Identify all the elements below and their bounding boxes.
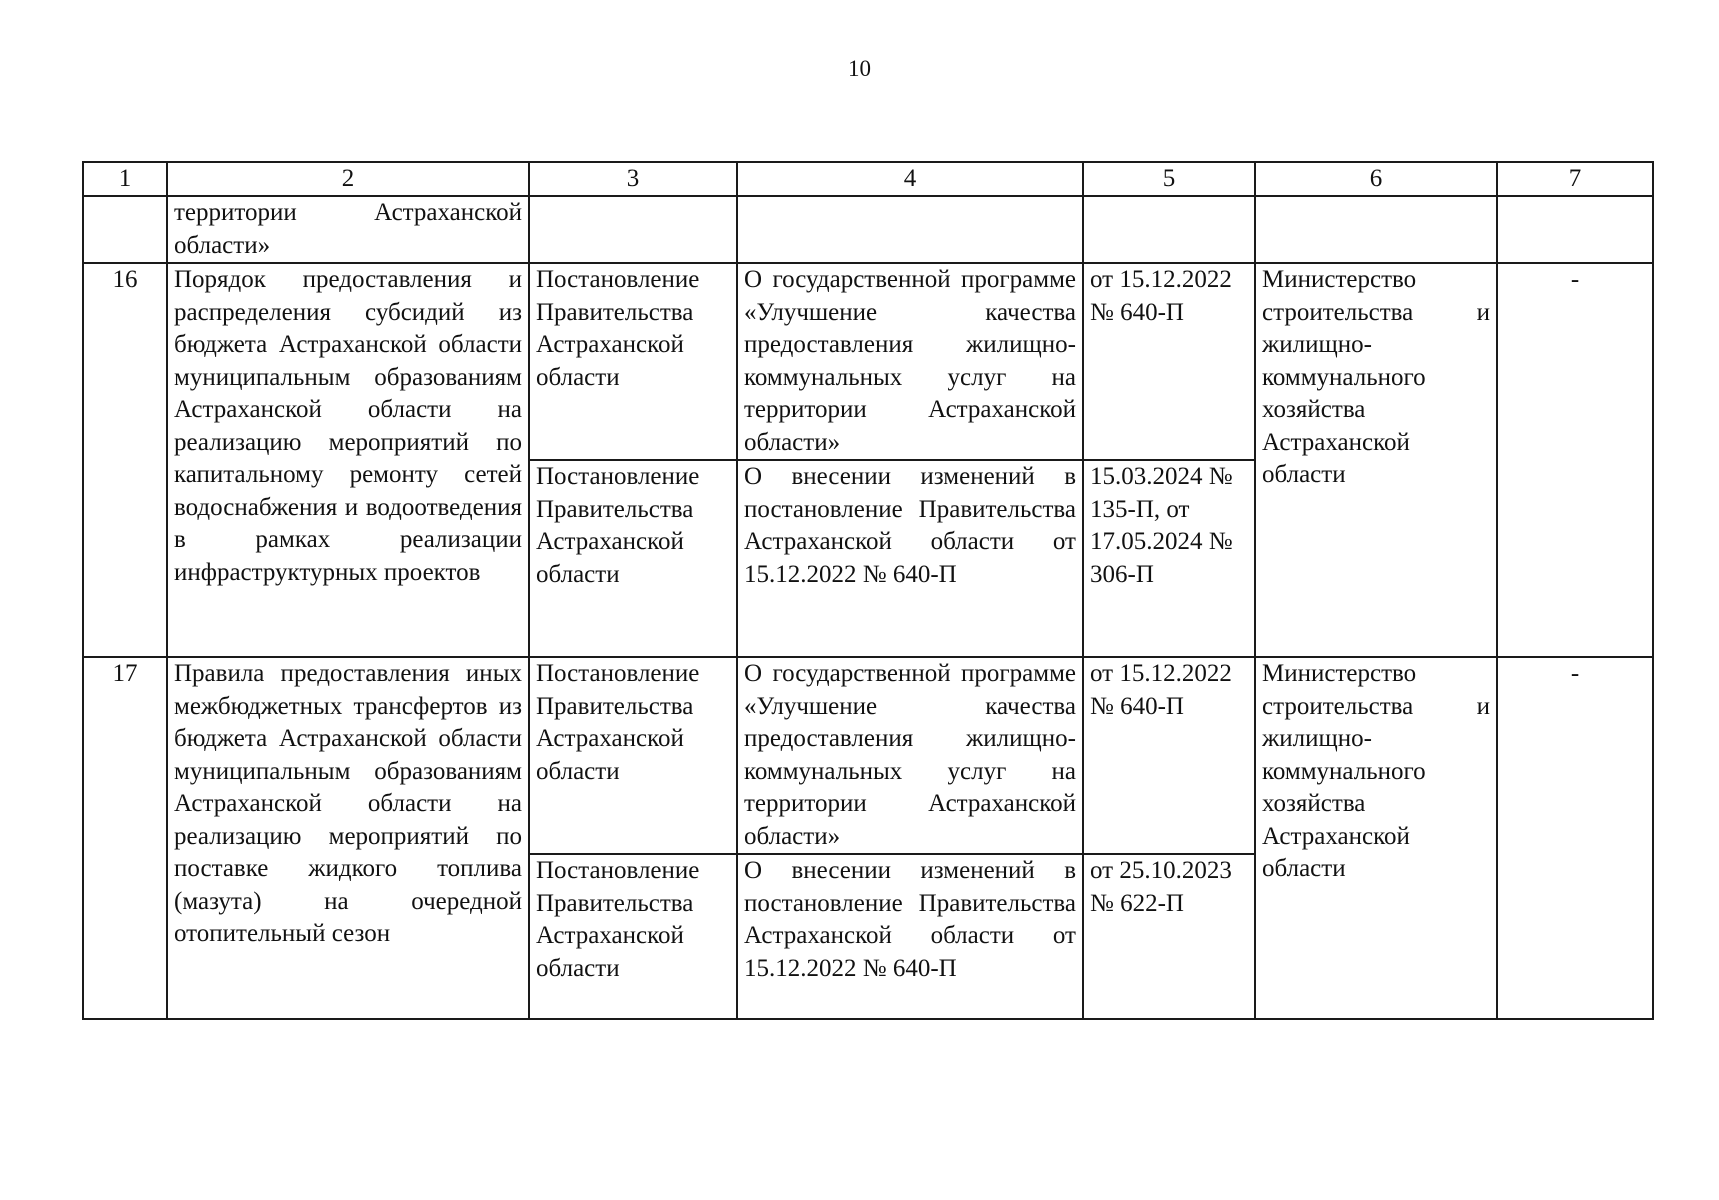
table-row bbox=[83, 263, 1653, 460]
act-type: Постановление Правительства Астраханской области bbox=[529, 263, 737, 460]
cell-empty bbox=[1497, 196, 1653, 263]
act-date: от 25.10.2023 № 622-П bbox=[1083, 854, 1255, 1019]
regulations-table bbox=[82, 161, 1654, 1020]
act-type: Постановление Правительства Астраханской области bbox=[529, 460, 737, 657]
column-number: 1 bbox=[83, 162, 167, 196]
act-name: О внесении изменений в постановление Правительства Астраханской области от 15.12.2022 № 640-П bbox=[737, 854, 1083, 1019]
note: - bbox=[1497, 657, 1653, 1019]
act-date: 15.03.2024 № 135-П, от 17.05.2024 № 306-П bbox=[1083, 460, 1255, 657]
cell-empty bbox=[1083, 196, 1255, 263]
act-date: от 15.12.2022 № 640-П bbox=[1083, 263, 1255, 460]
note: - bbox=[1497, 263, 1653, 657]
column-number: 7 bbox=[1497, 162, 1653, 196]
column-number: 6 bbox=[1255, 162, 1497, 196]
table-row bbox=[83, 657, 1653, 854]
responsible-body: Министерство строительства и жилищно-коммунального хозяйства Астраханской области bbox=[1255, 657, 1497, 1019]
column-number: 2 bbox=[167, 162, 529, 196]
page-number: 10 bbox=[848, 56, 871, 81]
column-number: 4 bbox=[737, 162, 1083, 196]
continuation-row bbox=[83, 196, 1653, 263]
cell-empty bbox=[737, 196, 1083, 263]
act-type: Постановление Правительства Астраханской области bbox=[529, 657, 737, 854]
row-number: 17 bbox=[83, 657, 167, 1019]
act-name: О государственной программе «Улучшение качества предоставления жилищно-коммунальных услуг на территории Астраханской области» bbox=[737, 263, 1083, 460]
act-name: О внесении изменений в постановление Правительства Астраханской области от 15.12.2022 № 640-П bbox=[737, 460, 1083, 657]
cell-empty bbox=[529, 196, 737, 263]
column-number: 3 bbox=[529, 162, 737, 196]
responsible-body: Министерство строительства и жилищно-коммунального хозяйства Астраханской области bbox=[1255, 263, 1497, 657]
continuation-text: территории Астраханской области» bbox=[167, 196, 529, 263]
act-date: от 15.12.2022 № 640-П bbox=[1083, 657, 1255, 854]
document-title: Правила предоставления иных межбюджетных трансфертов из бюджета Астраханской области муниципальным образованиям Астраханской области на реализацию мероприятий по поставке жидкого топлива (мазута) на очередной отопительный сезон bbox=[167, 657, 529, 1019]
column-number-row bbox=[83, 162, 1653, 196]
act-name: О государственной программе «Улучшение качества предоставления жилищно-коммунальных услуг на территории Астраханской области» bbox=[737, 657, 1083, 854]
cell-empty bbox=[1255, 196, 1497, 263]
row-number: 16 bbox=[83, 263, 167, 657]
column-number: 5 bbox=[1083, 162, 1255, 196]
act-type: Постановление Правительства Астраханской области bbox=[529, 854, 737, 1019]
document-title: Порядок предоставления и распределения субсидий из бюджета Астраханской области муниципальным образованиям Астраханской области на реализацию мероприятий по капитальному ремонту сетей водоснабжения и водоотведения в рамках реализации инфраструктурных проектов bbox=[167, 263, 529, 657]
cell-empty bbox=[83, 196, 167, 263]
